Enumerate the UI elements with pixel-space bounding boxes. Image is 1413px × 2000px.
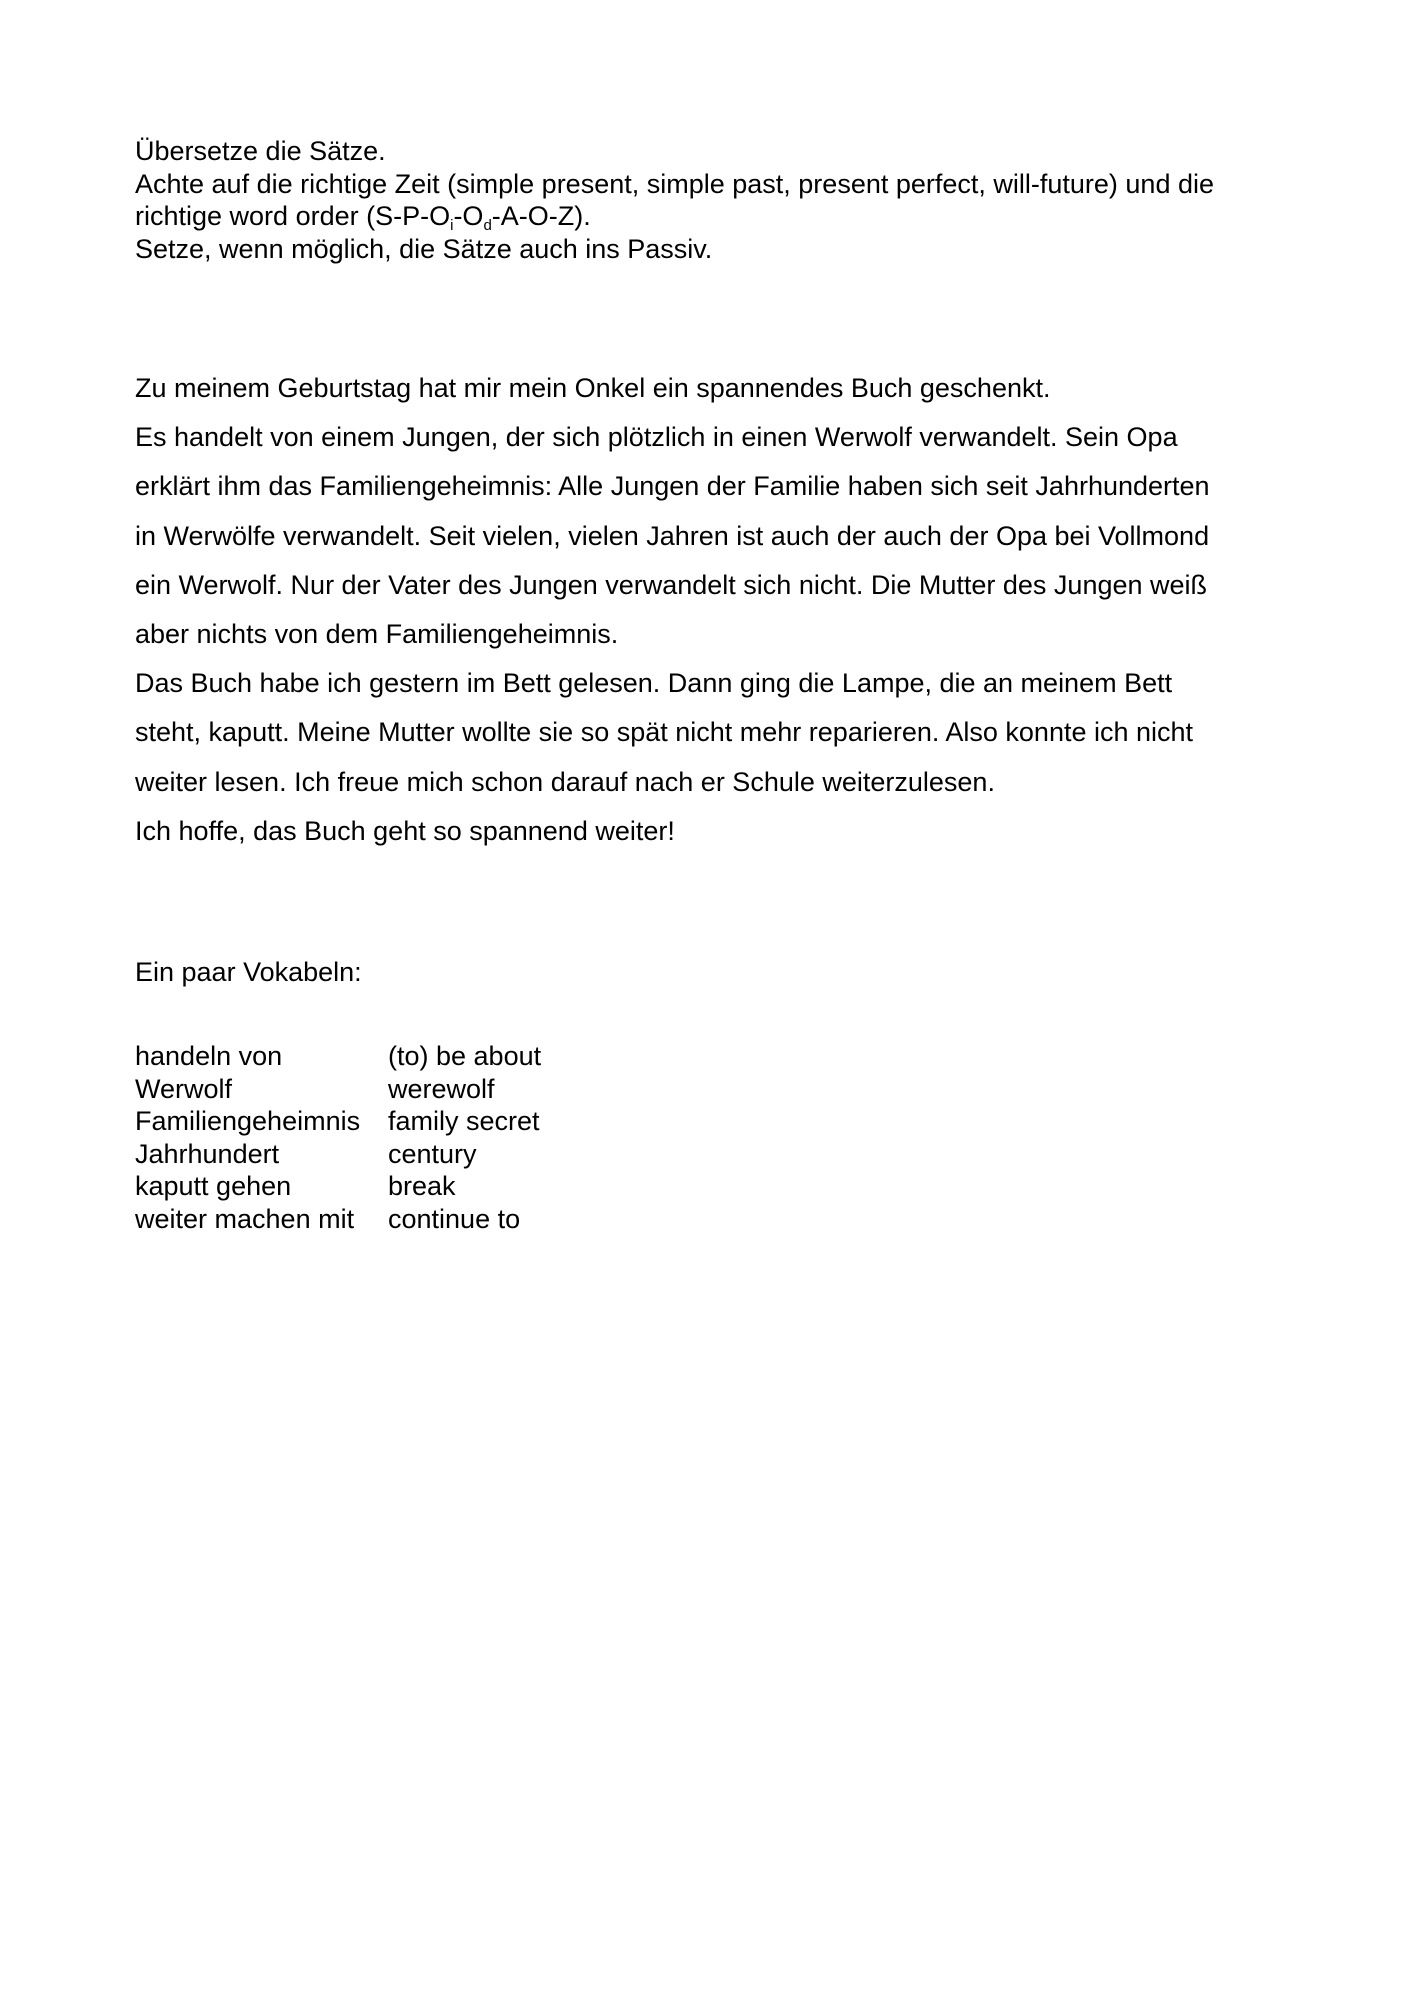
vocabulary-english: continue to [388,1203,521,1234]
story-line: Es handelt von einem Jungen, der sich plötzlich in einen Werwolf verwandelt. Sein Opa [135,422,1178,453]
story-line: aber nichts von dem Familiengeheimnis. [135,619,619,650]
vocabulary-german: Jahrhundert [135,1138,280,1169]
vocabulary-english: break [388,1171,456,1201]
vocabulary-german: kaputt gehen [135,1171,292,1201]
subscript-indirect: i [450,217,454,234]
vocabulary-english: century [388,1138,477,1169]
vocabulary-german: weiter machen mit [135,1203,355,1234]
instruction-word-order-line [135,200,1285,233]
story-line: Ich hoffe, das Buch geht so spannend weiter! [135,815,675,846]
vocabulary-row [135,1170,541,1203]
vocabulary-english: werewolf [388,1073,495,1104]
vocabulary-row [135,1040,541,1073]
vocabulary-english: family secret [388,1106,540,1136]
vocabulary-row [135,1203,541,1236]
story-line: Zu meinem Geburtstag hat mir mein Onkel ein spannendes Buch geschenkt. [135,373,1051,403]
vocabulary-heading: Ein paar Vokabeln: [135,957,362,987]
story-line: ein Werwolf. Nur der Vater des Jungen verwandelt sich nicht. Die Mutter des Jungen weiß [135,569,1208,600]
vocabulary-row [135,1138,541,1171]
story-line: steht, kaputt. Meine Mutter wollte sie so spät nicht mehr reparieren. Also konnte ich nicht [135,717,1194,748]
story-line: weiter lesen. Ich freue mich schon darauf nach er Schule weiterzulesen. [135,766,995,797]
instructions [135,135,1285,265]
story-line: Das Buch habe ich gestern im Bett gelesen. Dann ging die Lampe, die an meinem Bett [135,668,1173,699]
instruction-text: -A-O-Z). [491,201,591,231]
instruction-text: -O [453,201,484,231]
vocabulary-row [135,1073,541,1106]
story-text [135,364,1285,856]
story-line: erklärt ihm das Familiengeheimnis: Alle Jungen der Familie haben sich seit Jahrhunderten [135,471,1210,502]
instruction-line: Setze, wenn möglich, die Sätze auch ins Passiv. [135,233,713,264]
instruction-line: Übersetze die Sätze. [135,136,386,166]
vocabulary-german: handeln von [135,1041,283,1071]
instruction-text: richtige word order (S-P-O [135,201,451,231]
story-line: in Werwölfe verwandelt. Seit vielen, vielen Jahren ist auch der auch der Opa bei Vollmond [135,520,1210,551]
vocabulary-german: Werwolf [135,1073,233,1104]
subscript-direct: d [483,217,492,234]
vocabulary-german: Familiengeheimnis [135,1106,361,1136]
vocabulary-english: (to) be about [388,1041,542,1071]
instruction-line: Achte auf die richtige Zeit (simple present, simple past, present perfect, will-future) und die [135,168,1214,199]
vocabulary-table [135,1040,541,1235]
vocabulary-row [135,1105,541,1138]
